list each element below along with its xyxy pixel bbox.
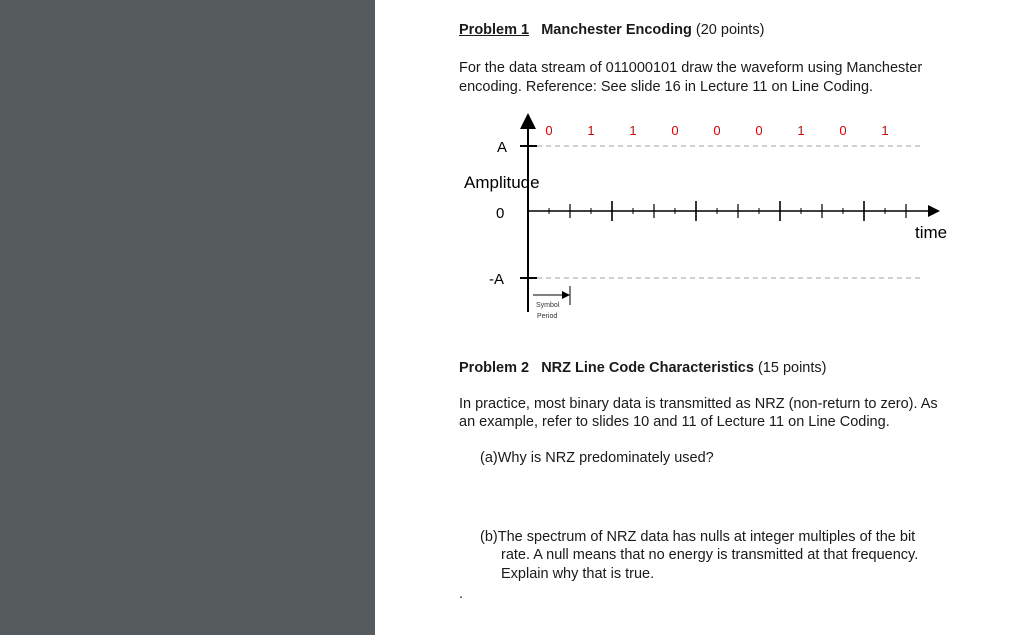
question-b-text-line3: Explain why that is true. [501, 566, 655, 582]
bit-label: 1 [587, 123, 595, 138]
question-b-text-line2: rate. A null means that no energy is transmitted at that frequency. [501, 547, 919, 563]
bit-label: 1 [629, 123, 637, 138]
question-b-line1 [480, 528, 915, 546]
bit-label: 0 [671, 123, 679, 138]
symbol-label: Symbol [536, 302, 560, 309]
trailing-mark: . [459, 586, 464, 602]
problem2-title: NRZ Line Code Characteristics [541, 360, 754, 376]
label-time: time [915, 223, 948, 242]
label-neg-a: -A [489, 271, 504, 288]
problem2-intro-line2: an example, refer to slides 10 and 11 of Lecture 11 on Line Coding. [459, 414, 890, 430]
problem2-intro-line1: In practice, most binary data is transmitted as NRZ (non-return to zero). As [459, 396, 938, 412]
problem1-text-line2: encoding. Reference: See slide 16 in Lecture 11 on Line Coding. [459, 79, 874, 95]
question-a-marker: (a) [480, 450, 498, 466]
period-label: Period [537, 313, 558, 320]
label-amplitude: Amplitude [464, 173, 540, 192]
problem1-label: Problem 1 [459, 22, 530, 38]
problem1-title: Manchester Encoding [541, 22, 692, 38]
problem1-heading [459, 21, 764, 39]
label-a: A [497, 139, 508, 156]
bit-labels [545, 123, 888, 138]
bit-label: 0 [545, 123, 553, 138]
problem2-heading [459, 359, 826, 377]
viewer-side-panel [0, 0, 375, 635]
problem2-label: Problem 2 [459, 360, 530, 376]
label-zero: 0 [496, 205, 505, 222]
question-b-text-line1: The spectrum of NRZ data has nulls at integer multiples of the bit [497, 529, 916, 545]
bit-label: 0 [755, 123, 763, 138]
problem2-points: (15 points) [757, 360, 827, 376]
bit-label: 1 [797, 123, 805, 138]
question-a-text: Why is NRZ predominately used? [497, 450, 714, 466]
problem1-points: (20 points) [695, 22, 765, 38]
bit-label: 0 [839, 123, 847, 138]
manchester-axes-figure [455, 112, 965, 327]
bit-label: 1 [881, 123, 889, 138]
question-a [480, 449, 714, 467]
bit-label: 0 [713, 123, 721, 138]
question-b-marker: (b) [480, 529, 498, 545]
problem1-text-line1: For the data stream of 011000101 draw the waveform using Manchester [459, 60, 923, 76]
